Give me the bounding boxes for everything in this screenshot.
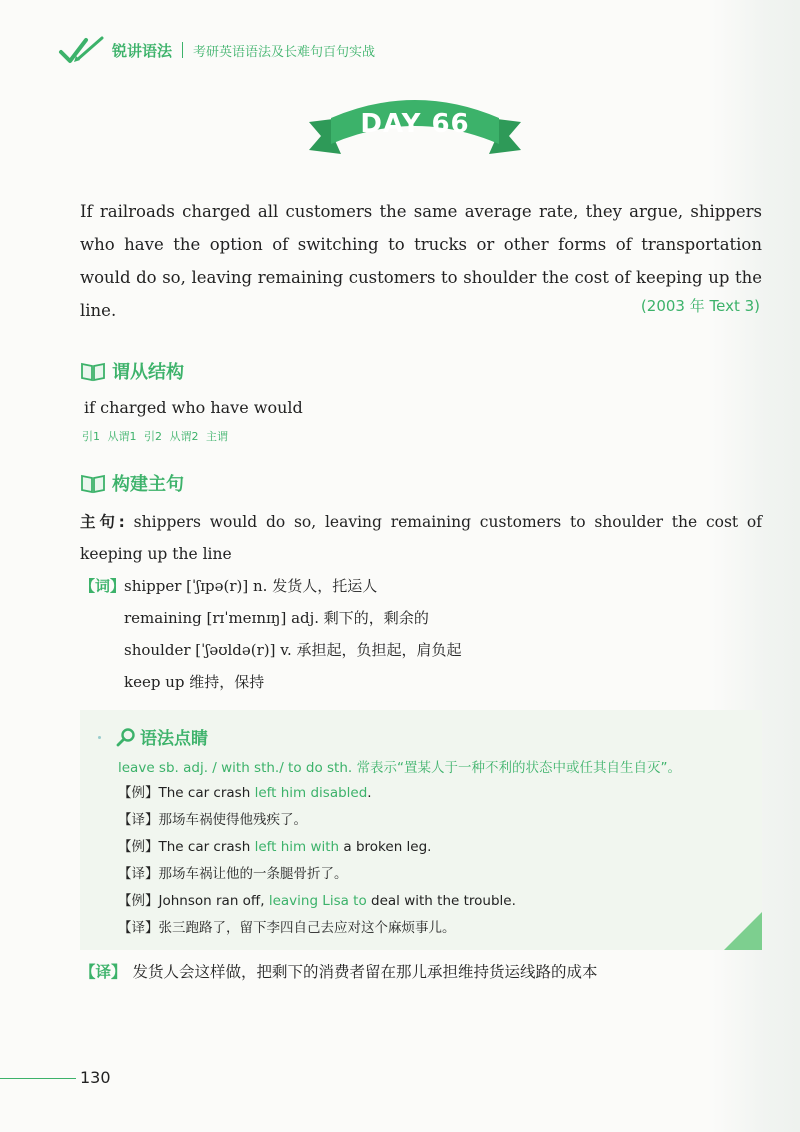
example-line: 【例】Johnson ran off, leaving Lisa to deal with the trouble. — [118, 893, 516, 909]
main-clause — [80, 506, 762, 570]
grammar-tip-note: leave sb. adj. / with sth./ to do sth. 常表示“置某人于一种不利的状态中或任其自生自灭”。 — [118, 760, 681, 776]
main-clause-text: shippers would do so, leaving remaining customers to shoulder the cost of keeping up the line — [80, 513, 762, 563]
vocab-tag: 【词】 — [80, 577, 126, 595]
check-pen-icon — [58, 34, 110, 66]
predicate-labels: 引1 从谓1 引2 从谓2 主谓 — [82, 430, 228, 443]
main-clause-label: 主句: — [80, 513, 125, 531]
grammar-tip-heading — [116, 724, 208, 749]
vocab-text: shipper [ˈʃɪpə(r)] n. 发货人，托运人 — [124, 577, 378, 595]
vocab-list — [80, 570, 462, 698]
section-predicate-heading — [80, 358, 184, 384]
day-banner-label: DAY 66 — [360, 109, 470, 139]
book-icon — [80, 360, 106, 382]
header-subtitle: 考研英语语法及长难句百句实战 — [193, 44, 376, 60]
example-line: 【例】The car crash left him with a broken leg. — [118, 839, 432, 855]
translation-line: 【译】那场车祸使得他残疾了。 — [118, 812, 307, 828]
section-predicate-title: 谓从结构 — [112, 362, 184, 383]
translation-text: 发货人会这样做，把剩下的消费者留在那儿承担维持货运线路的成本 — [132, 963, 598, 981]
grammar-tip-title: 语法点睛 — [140, 729, 208, 749]
decor-dot — [98, 736, 101, 739]
page-number: 130 — [80, 1068, 111, 1087]
translation-line: 【译】那场车祸让他的一条腿骨折了。 — [118, 866, 348, 882]
vocab-text: remaining [rɪˈmeɪnɪŋ] adj. 剩下的，剩余的 — [124, 609, 429, 627]
translation-tag: 【译】 — [80, 963, 127, 981]
section-main-heading — [80, 470, 184, 496]
long-sentence: If railroads charged all customers the same average rate, they argue, shippers who have the option of switching to trucks or other forms of transportation would do so, leaving remaining customers to shoulder the cost of keeping up the line. — [80, 202, 762, 320]
vocab-text: shoulder [ˈʃəʊldə(r)] v. 承担起，负担起，肩负起 — [124, 641, 462, 659]
grammar-tip-box — [80, 710, 762, 950]
sentence-source: (2003 年 Text 3) — [640, 297, 760, 315]
day-banner — [305, 88, 525, 160]
vocab-item — [80, 666, 462, 698]
running-header — [58, 32, 375, 68]
example-line: 【例】The car crash left him disabled. — [118, 785, 372, 801]
vocab-item — [80, 634, 462, 666]
magnifier-icon — [116, 727, 136, 747]
grammar-examples — [118, 780, 516, 942]
vocab-item — [80, 602, 462, 634]
book-icon — [80, 472, 106, 494]
header-brand: 锐讲语法 — [112, 41, 173, 60]
translation-line: 【译】张三跑路了，留下李四自己去应对这个麻烦事儿。 — [118, 920, 456, 936]
section-main-title: 构建主句 — [112, 474, 184, 495]
vocab-item — [80, 570, 462, 602]
sentence-translation — [80, 960, 598, 982]
page-number-rule — [0, 1078, 76, 1079]
predicate-words: if charged who have would — [84, 398, 303, 417]
page-fold-corner — [724, 912, 762, 950]
header-divider — [182, 42, 183, 58]
vocab-text: keep up 维持，保持 — [124, 673, 265, 691]
